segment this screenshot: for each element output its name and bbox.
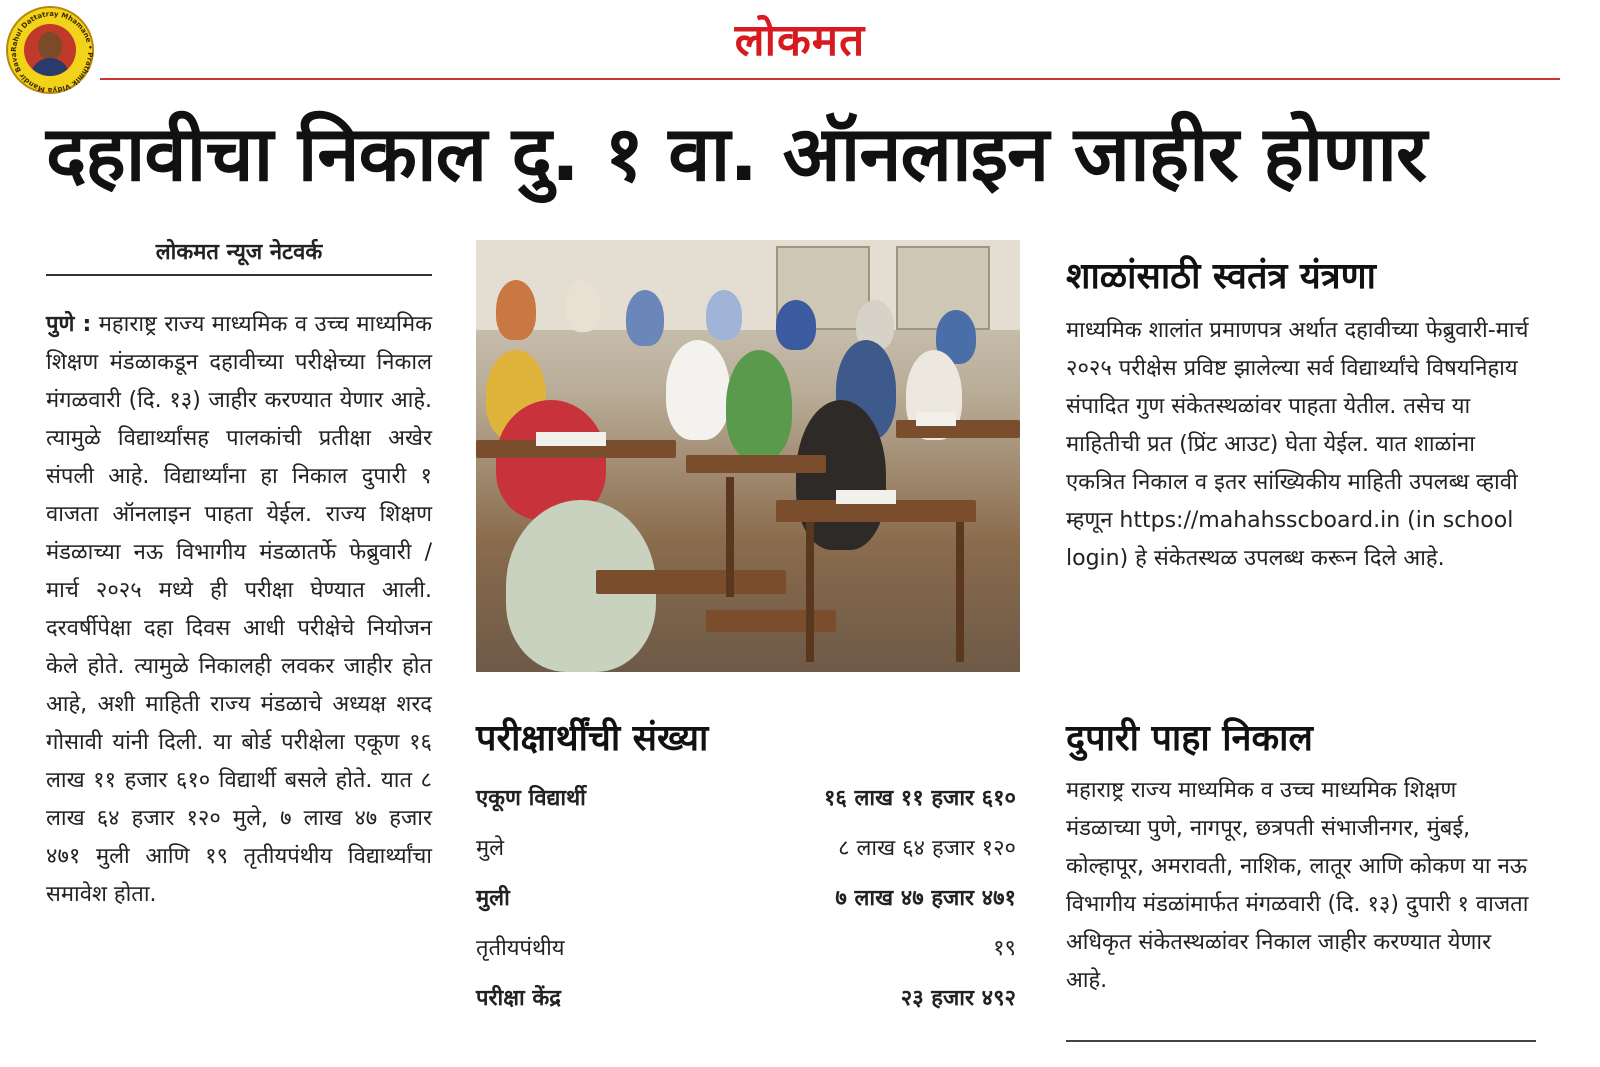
stats-label: एकूण विद्यार्थी <box>476 786 586 811</box>
exam-hall-photo <box>476 240 1020 672</box>
desk-leg <box>806 522 814 662</box>
section-heading-afternoon-result: दुपारी पाहा निकाल <box>1066 718 1313 759</box>
stats-title: परीक्षार्थींची संख्या <box>476 718 709 759</box>
student-figure <box>706 290 742 340</box>
desk-leg <box>956 522 964 662</box>
student-figure <box>726 350 792 460</box>
byline-divider <box>46 274 432 276</box>
byline: लोकमत न्यूज नेटवर्क <box>155 240 323 265</box>
page-headline: दहावीचा निकाल दु. १ वा. ऑनलाइन जाहीर होणार <box>46 109 1427 198</box>
stats-value: १९ <box>993 936 1016 961</box>
desk-leg <box>726 477 734 597</box>
student-figure <box>666 340 730 440</box>
article-body <box>46 306 432 914</box>
svg-text:Rahul Dattatray Mhamane • Prat: Rahul Dattatray Mhamane • Prathmik Vidya Mandir Bava <box>9 9 95 95</box>
stats-row-boys <box>476 822 1016 872</box>
stats-value: २३ हजार ४९२ <box>900 986 1016 1011</box>
section-body-schools: माध्यमिक शालांत प्रमाणपत्र अर्थात दहावीच्या फेब्रुवारी-मार्च २०२५ परीक्षेस प्रविष्ट झालेल्या सर्व विद्यार्थ्यांचे विषयनिहाय संपादित गुण संकेतस्थळांवर पाहता येतील. तसेच या माहितीची प्रत (प्रिंट आउट) घेता येईल. यात शाळांना एकत्रित निकाल व इतर सांख्यिकीय माहिती उपलब्ध व्हावी म्हणून https://mahahsscboard.in (in school login) हे संकेतस्थळ उपलब्ध करून दिले आहे. <box>1066 318 1529 571</box>
stats-row-girls <box>476 872 1016 922</box>
section-body-afternoon-result: महाराष्ट्र राज्य माध्यमिक व उच्च माध्यमिक शिक्षण मंडळाच्या पुणे, नागपूर, छत्रपती संभाजीनगर, मुंबई, कोल्हापूर, अमरावती, नाशिक, लातूर आणि कोकण या नऊ विभागीय मंडळांमार्फत मंगळवारी (दि. १३) दुपारी १ वाजता अधिकृत संकेतस्थळांवर निकाल जाहीर करण्यात येणार आहे. <box>1066 778 1529 993</box>
dateline-city: पुणे : <box>46 312 92 337</box>
newspaper-masthead: लोकमत <box>734 15 866 66</box>
answer-paper <box>916 412 956 426</box>
stats-label: परीक्षा केंद्र <box>476 986 561 1011</box>
student-figure <box>626 290 664 346</box>
student-figure <box>566 280 600 332</box>
stats-value: ८ लाख ६४ हजार १२० <box>838 836 1016 861</box>
desk <box>706 610 836 632</box>
masthead-rule <box>100 78 1560 80</box>
answer-paper <box>536 432 606 446</box>
stats-table <box>476 772 1016 1022</box>
answer-paper <box>836 490 896 504</box>
stats-value: ७ लाख ४७ हजार ४७१ <box>835 886 1016 911</box>
desk <box>686 455 826 473</box>
stats-value: १६ लाख ११ हजार ६१० <box>823 786 1016 811</box>
stats-row-total <box>476 772 1016 822</box>
stats-row-centres <box>476 972 1016 1022</box>
article-text: महाराष्ट्र राज्य माध्यमिक व उच्च माध्यमिक शिक्षण मंडळाकडून दहावीच्या परीक्षेच्या निकाल मंगळवारी (दि. १३) जाहीर करण्यात येणार आहे. त्यामुळे विद्यार्थ्यांसह पालकांची प्रतीक्षा अखेर संपली आहे. विद्यार्थ्यांना हा निकाल दुपारी १ वाजता ऑनलाइन पाहता येईल. राज्य शिक्षण मंडळाच्या नऊ विभागीय मंडळातर्फे फेब्रुवारी / मार्च २०२५ मध्ये ही परीक्षा घेण्यात आली. दरवर्षीपेक्षा दहा दिवस आधी परीक्षेचे नियोजन केले होते. त्यामुळे निकालही लवकर जाहीर होत आहे, अशी माहिती राज्य मंडळाचे अध्यक्ष शरद गोसावी यांनी दिली. या बोर्ड परीक्षेला एकूण १६ लाख ११ हजार ६१० विद्यार्थी बसले होते. यात ८ लाख ६४ हजार १२० मुले, ७ लाख ४७ हजार ४७१ मुली आणि १९ तृतीयपंथीय विद्यार्थ्यांचा समावेश होता. <box>46 312 432 907</box>
student-figure <box>776 300 816 350</box>
desk <box>596 570 786 594</box>
stats-label: मुले <box>476 836 505 861</box>
stats-label: मुली <box>476 886 510 911</box>
desk <box>896 420 1020 438</box>
section-heading-schools: शाळांसाठी स्वतंत्र यंत्रणा <box>1066 256 1376 297</box>
column-bottom-rule <box>1066 1040 1536 1042</box>
stats-row-transgender <box>476 922 1016 972</box>
student-figure <box>496 280 536 340</box>
stats-label: तृतीयपंथीय <box>476 936 565 961</box>
